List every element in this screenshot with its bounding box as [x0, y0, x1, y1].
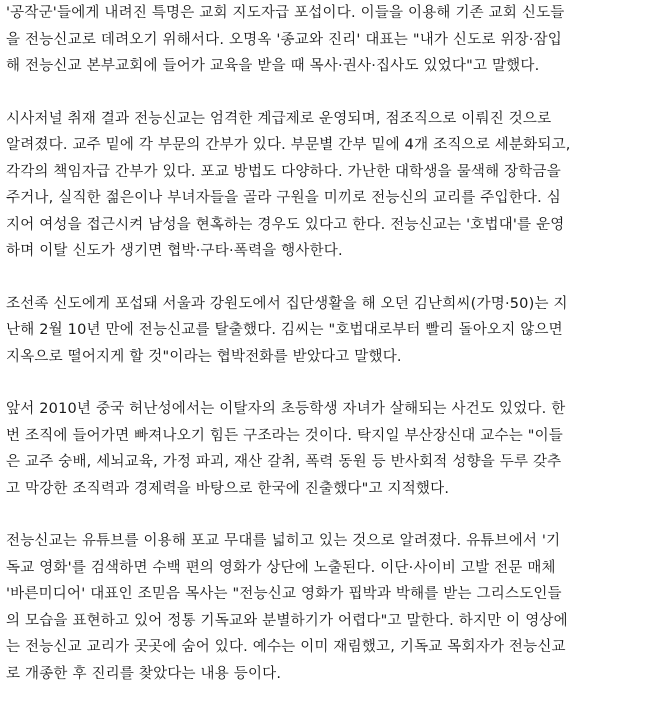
text-line: 알려졌다. 교주 밑에 각 부문의 간부가 있다. 부문별 간부 밑에 4개 조직으로 세분화되고,	[6, 137, 571, 153]
text-line: 은 교주 숭배, 세뇌교육, 가정 파괴, 재산 갈취, 폭력 동원 등 반사회적 성향을 두루 갖추	[6, 454, 562, 470]
paragraph-3	[6, 291, 666, 371]
text-line: 는 전능신교 교리가 곳곳에 숨어 있다. 예수는 이미 재림했고, 기독교 목회자가 전능신교	[6, 639, 566, 655]
text-line: 번 조직에 들어가면 빠져나오기 힘든 구조라는 것이다. 탁지일 부산장신대 교수는 "이들	[6, 427, 564, 444]
text-line: 난해 2월 10년 만에 전능신교를 탈출했다. 김씨는 "호법대로부터 빨리 돌아오지 않으면	[6, 322, 563, 338]
text-line: 주거나, 실직한 젊은이나 부녀자들을 골라 구원을 미끼로 전능신의 교리를 주입한다. 심	[6, 190, 561, 206]
text-line: 독교 영화'를 검색하면 수백 편의 영화가 상단에 노출된다. 이단·사이비 고발 전문 매체	[6, 559, 556, 576]
text-line: 지어 여성을 접근시켜 남성을 현혹하는 경우도 있다고 한다. 전능신교는 '호법대'를 운영	[6, 216, 565, 233]
text-line: 의 모습을 표현하고 있어 정통 기독교와 분별하기가 어렵다"고 말한다. 하지만 이 영상에	[6, 612, 568, 629]
text-line: '공작군'들에게 내려진 특명은 교회 지도자급 포섭이다. 이들을 이용해 기존 교회 신도들	[6, 5, 565, 21]
text-line: '바른미디어' 대표인 조믿음 목사는 "전능신교 영화가 핍박과 박해를 받는 그리스도인들	[6, 586, 562, 602]
text-line: 을 전능신교로 데려오기 위해서다. 오명옥 '종교와 진리' 대표는 "내가 신도로 위장·잠입	[6, 31, 562, 48]
paragraph-2	[6, 106, 666, 265]
text-line: 시사저널 취재 결과 전능신교는 엄격한 계급제로 운영되며, 점조직으로 이뤄진 것으로	[6, 110, 552, 127]
text-line: 전능신교는 유튜브를 이용해 포교 무대를 넓히고 있는 것으로 알려졌다. 유튜브에서 '기	[6, 533, 561, 549]
text-line: 앞서 2010년 중국 허난성에서는 이탈자의 초등학생 자녀가 살해되는 사건도 있었다. 한	[6, 401, 566, 417]
text-line: 로 개종한 후 진리를 찾았다는 내용 등이다.	[6, 665, 282, 682]
text-line: 각각의 책임자급 간부가 있다. 포교 방법도 다양하다. 가난한 대학생을 물색해 장학금을	[6, 163, 561, 180]
paragraph-4	[6, 396, 666, 502]
paragraph-5	[6, 528, 666, 687]
text-line: 해 전능신교 본부교회에 들어가 교육을 받을 때 목사·권사·집사도 있었다"고 말했다.	[6, 58, 540, 74]
text-line: 지옥으로 떨어지게 할 것"이라는 협박전화를 받았다고 말했다.	[6, 348, 402, 365]
text-line: 하며 이탈 신도가 생기면 협박·구타·폭력을 행사한다.	[6, 243, 343, 259]
text-line: 고 막강한 조직력과 경제력을 바탕으로 한국에 진출했다"고 지적했다.	[6, 480, 450, 497]
text-line: 조선족 신도에게 포섭돼 서울과 강원도에서 집단생활을 해 오던 김난희씨(가명·50)는 지	[6, 295, 568, 312]
article-body	[6, 0, 666, 713]
paragraph-1	[6, 0, 666, 80]
